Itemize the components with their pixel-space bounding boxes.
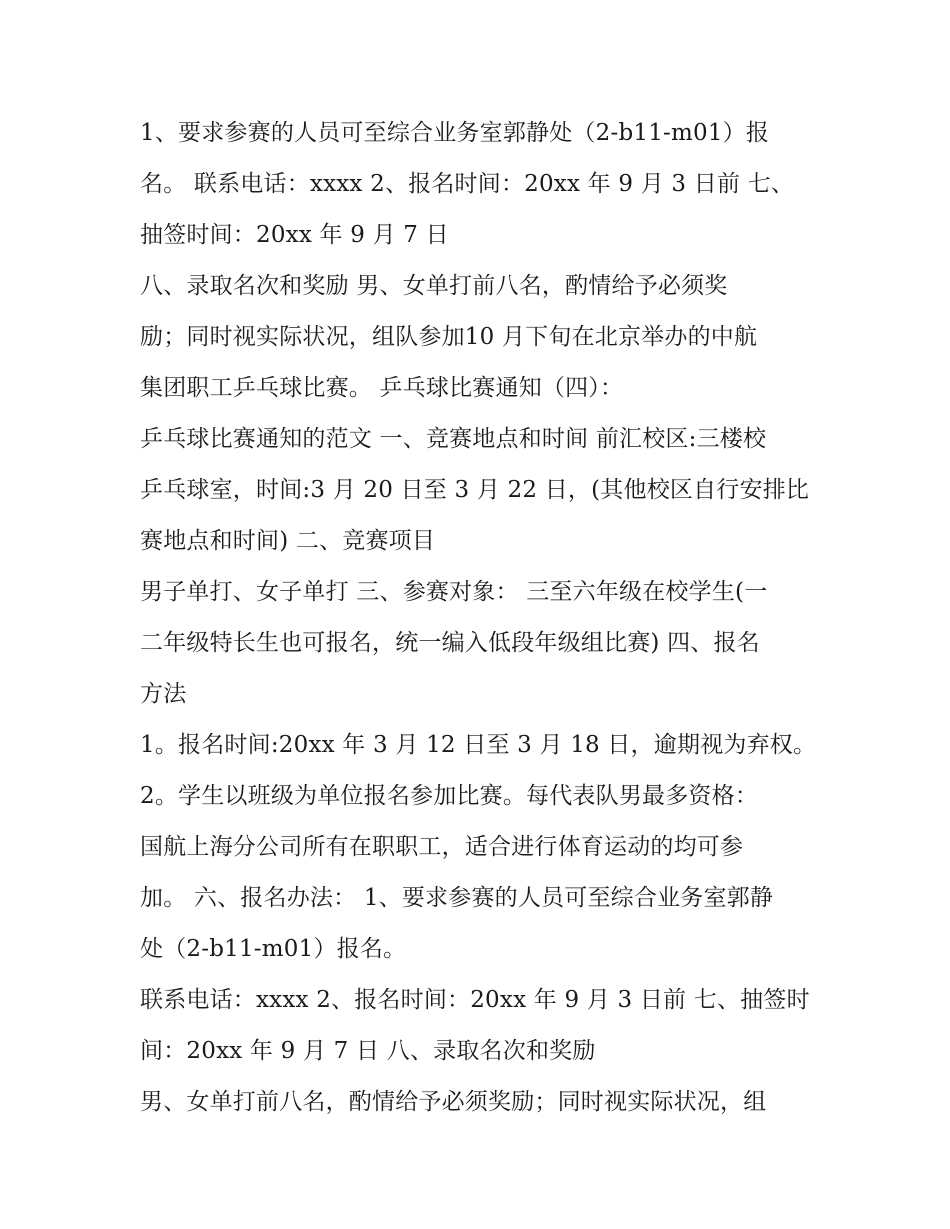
text-line: 乒乓球室，时间:3 月 20 日至 3 月 22 日，(其他校区自行安排比 — [140, 477, 810, 503]
text-line: 1。报名时间:20xx 年 3 月 12 日至 3 月 18 日，逾期视为弃权。 — [140, 732, 817, 758]
text-line: 抽签时间：20xx 年 9 月 7 日 — [140, 222, 449, 248]
text-line: 1、要求参赛的人员可至综合业务室郭静处（2-b11-m01）报 — [140, 120, 770, 146]
document-body — [140, 108, 820, 1128]
text-line: 处（2-b11-m01）报名。 — [140, 936, 407, 962]
text-line: 方法 — [140, 681, 187, 707]
text-line: 国航上海分公司所有在职职工，适合进行体育运动的均可参 — [140, 834, 744, 860]
text-line: 八、录取名次和奖励 男、女单打前八名，酌情给予必须奖 — [140, 273, 728, 299]
text-line: 赛地点和时间) 二、竞赛项目 — [140, 528, 436, 554]
text-line: 集团职工乒乓球比赛。 乒乓球比赛通知（四）： — [140, 375, 624, 401]
text-line: 励；同时视实际状况，组队参加10 月下旬在北京举办的中航 — [140, 324, 758, 350]
text-line: 名。 联系电话：xxxx 2、报名时间：20xx 年 9 月 3 日前 七、 — [140, 171, 795, 197]
text-line: 男子单打、女子单打 三、参赛对象： 三至六年级在校学生(一 — [140, 579, 768, 605]
text-line: 加。 六、报名办法： 1、要求参赛的人员可至综合业务室郭静 — [140, 885, 774, 911]
text-line: 二年级特长生也可报名，统一编入低段年级组比赛) 四、报名 — [140, 630, 760, 656]
text-line: 间：20xx 年 9 月 7 日 八、录取名次和奖励 — [140, 1038, 596, 1064]
text-line: 联系电话：xxxx 2、报名时间：20xx 年 9 月 3 日前 七、抽签时 — [140, 987, 810, 1013]
text-line: 乒乓球比赛通知的范文 一、竞赛地点和时间 前汇校区:三楼校 — [140, 426, 767, 452]
text-line: 2。学生以班级为单位报名参加比赛。每代表队男最多资格： — [140, 783, 759, 809]
text-line: 男、女单打前八名，酌情给予必须奖励；同时视实际状况，组 — [140, 1089, 767, 1115]
